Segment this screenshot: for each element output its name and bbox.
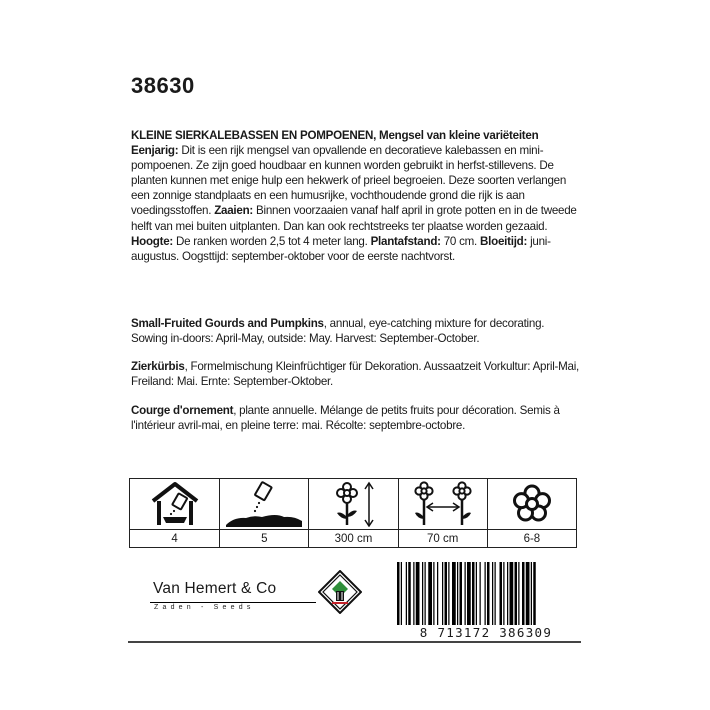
- product-code: 38630: [131, 73, 195, 98]
- label-annual: Eenjarig:: [131, 144, 179, 158]
- brand-name: Van Hemert & Co: [153, 580, 277, 597]
- label-sowing: Zaaien:: [214, 204, 254, 218]
- outdoor-sowing-icon: [224, 481, 304, 527]
- french-description: [131, 403, 581, 433]
- french-text: , plante annuelle. Mélange de petits fruits pour décoration. Semis à l'intérieur avril-mai, en pleine terre: mai. Récolte: septembre-octobre.: [131, 404, 560, 433]
- dutch-sowing: Binnen voorzaaien vanaf half april in grote potten en in de tweede helft van mei buiten uitplanten. Dan kan ook rechtstreeks ter plaatse worden gezaaid.: [131, 204, 577, 233]
- brand-emblem-icon: [318, 570, 362, 614]
- flowering-months: 6-8: [523, 532, 541, 545]
- plant-spacing-cell: [398, 479, 487, 547]
- dutch-intro: Dit is een rijk mengsel van opvallende en decoratieve kalebassen en mini-pompoenen. Ze zijn goed houdbaar en kunnen worden gebruikt in herfst-stillevens. De planten kunnen met enige hulp een hekwerk of prieel begroeien. Deze soorten verlangen een zonnige standplaats en een humusrijke, vochthoudende grond die rijk is aan voedingsstoffen.: [131, 144, 567, 218]
- dutch-description: [131, 128, 581, 264]
- plant-height-cell: [308, 479, 397, 547]
- flowering-cell: [487, 479, 576, 547]
- brand-logo: [150, 574, 320, 614]
- plant-height-icon: [323, 481, 383, 527]
- label-height: Hoogte:: [131, 234, 174, 248]
- outdoor-sowing-cell: [219, 479, 308, 547]
- brand-tagline: Zaden - Seeds: [154, 604, 255, 611]
- english-text: , annual, eye-catching mixture for decorating. Sowing in-doors: April-May, outside: May. Harvest: September-October.: [131, 317, 545, 346]
- indoor-sowing-month: 4: [171, 532, 178, 545]
- plant-spacing-icon: [408, 481, 478, 527]
- english-description: [131, 316, 581, 346]
- brand-divider: [150, 602, 316, 603]
- french-name: Courge d'ornement: [131, 404, 234, 417]
- sowing-info-table: [129, 478, 577, 548]
- bottom-divider: [128, 641, 581, 643]
- dutch-title: KLEINE SIERKALEBASSEN EN POMPOENEN, Mengsel van kleine variëteiten: [131, 129, 539, 142]
- german-name: Zierkürbis: [131, 360, 185, 373]
- flowering-icon: [509, 481, 555, 527]
- german-description: [131, 359, 581, 389]
- english-name: Small-Fruited Gourds and Pumpkins: [131, 317, 324, 330]
- plant-spacing-value: 70 cm: [427, 532, 459, 545]
- indoor-sowing-icon: [147, 481, 203, 527]
- label-spacing: Plantafstand:: [370, 234, 441, 248]
- dutch-spacing: 70 cm.: [440, 234, 481, 248]
- outdoor-sowing-month: 5: [261, 532, 268, 545]
- dutch-flowering: juni-augustus. Oogsttijd: september-oktober voor de eerste nachtvorst.: [131, 234, 551, 263]
- plant-height-value: 300 cm: [334, 532, 373, 545]
- barcode-number: 8 713172 386309: [393, 625, 579, 640]
- indoor-sowing-cell: [130, 479, 219, 547]
- label-flowering: Bloeitijd:: [480, 234, 528, 248]
- dutch-height: De ranken worden 2,5 tot 4 meter lang.: [173, 234, 371, 248]
- german-text: , Formelmischung Kleinfrüchtiger für Dekoration. Aussaatzeit Vorkultur: April-Mai, Freiland: Mai. Ernte: September-Oktober.: [131, 360, 580, 389]
